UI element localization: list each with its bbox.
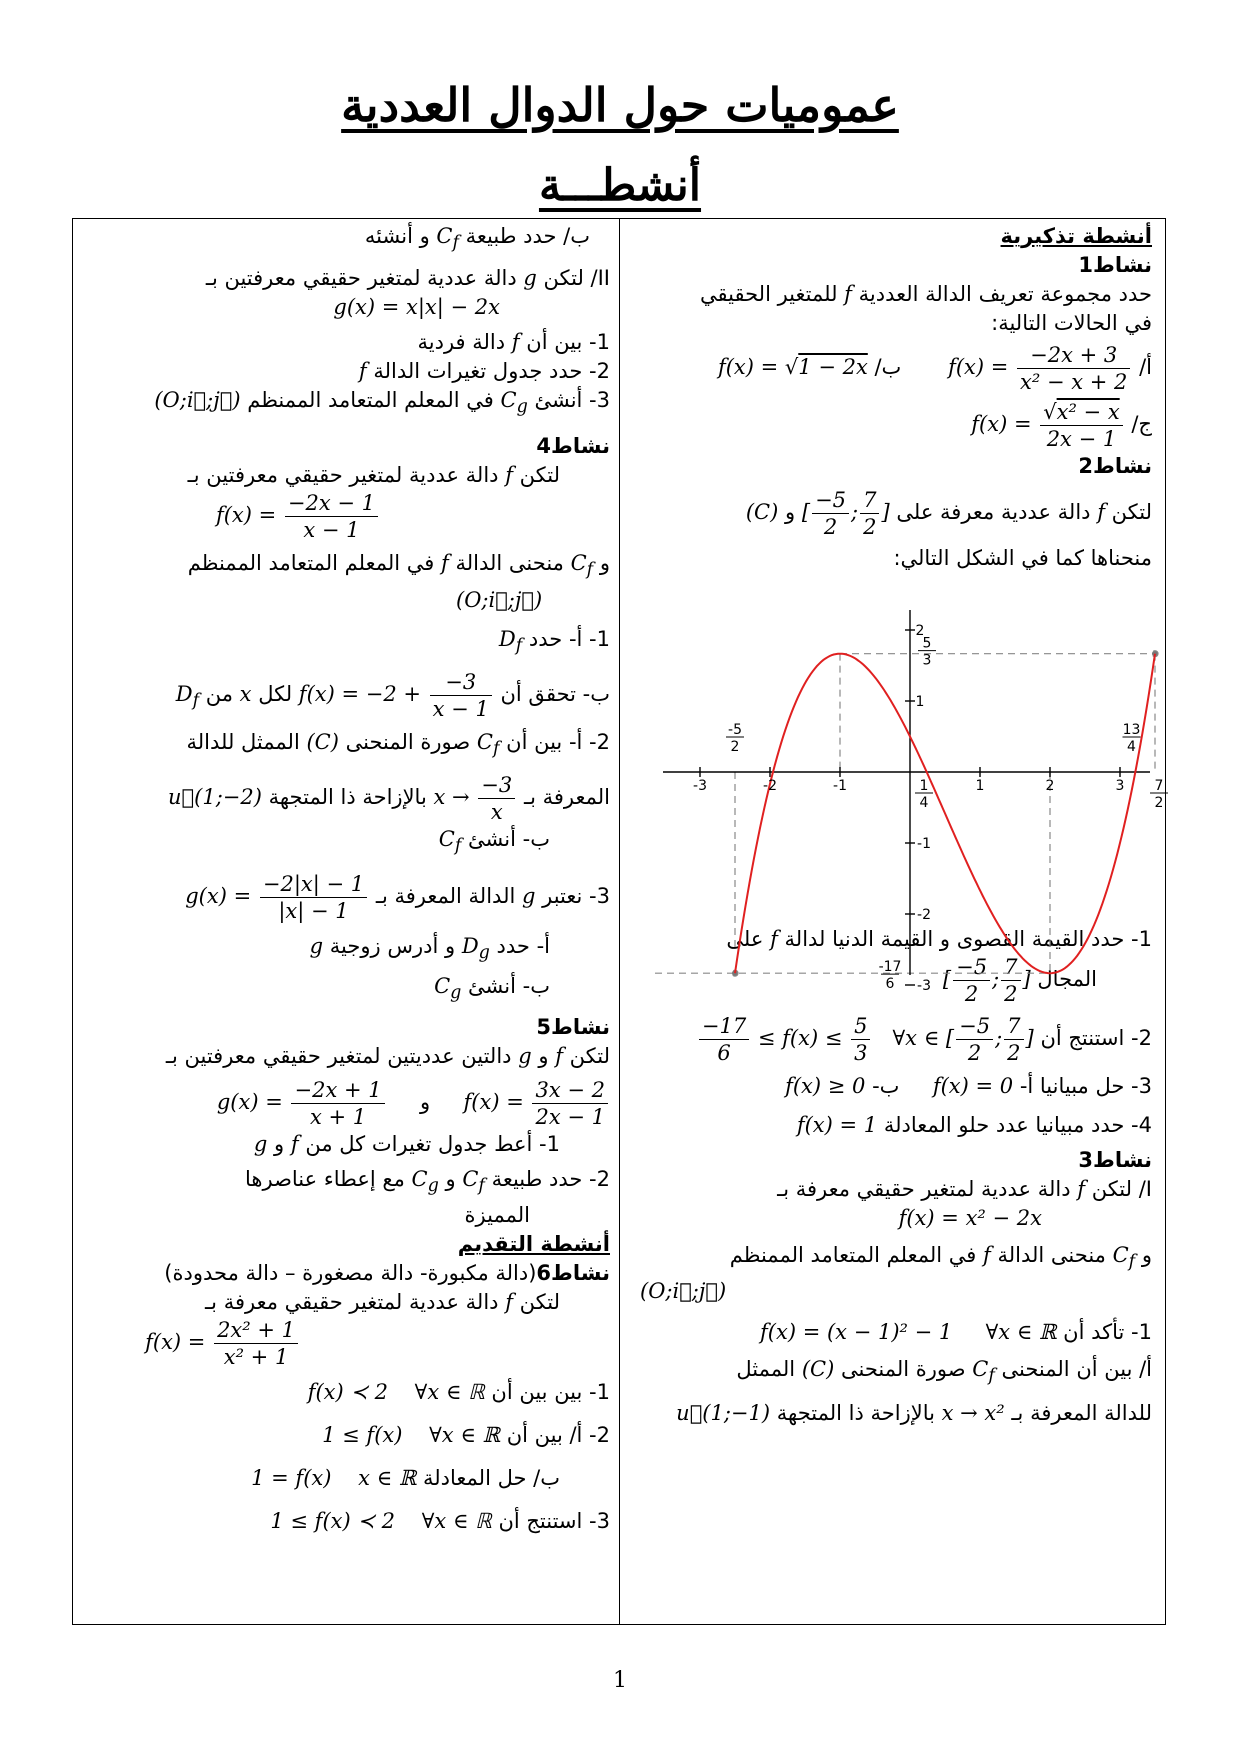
label-5-3: 5 [922, 635, 932, 652]
activity-2-q2: 2- استنتج أن $\frac{-17}{6}$ ≤ f(x) ≤ $\frac{5}{3}$ ∀x ∈ [ $\frac{-5}{2}$ ; $\frac{7}{2}$ ] [632, 1013, 1152, 1066]
activity-5-heading: نشاط5 [536, 1014, 610, 1039]
activity-1-cases: أ/ f(x) = $\frac{-2x + 3}{\text{x² − x + 2}}$ ب/ f(x) = √1 − 2x [717, 343, 1152, 394]
page-number: 1 [613, 1668, 627, 1693]
reminder-heading: أنشطة تذكيرية [1000, 224, 1152, 248]
page-subtitle: أنشطـــة [538, 160, 702, 211]
activity-5-q2: 2- حدد طبيعة $C_f$ و $C_g$ مع إعطاء عناصرها [245, 1166, 610, 1196]
activity-3-formula: f(x) = x² − 2x [898, 1206, 1042, 1230]
y-tick-label: -3 [917, 978, 931, 994]
part-II-q3: 3- أنشئ $C_g$ في المعلم المتعامد الممنظم (O;i⃗;j⃗) [154, 388, 610, 418]
activity-6-q2b: ب/ حل المعادلة 1 = f(x) x ∈ ℝ [251, 1465, 560, 1490]
graph-guides [655, 651, 1158, 976]
label-13-4: 4 [1127, 739, 1136, 755]
part-II-text: II/ لتكن g دالة عددية لمتغير حقيقي معرفتين بـ [205, 266, 610, 291]
y-tick-label: -2 [917, 907, 931, 923]
activity-2-q1: 1- حدد القيمة القصوى و القيمة الدنيا لدالة f على [726, 927, 1152, 951]
x-tick-label: -3 [693, 778, 707, 794]
activity-1-heading: نشاط1 [1078, 253, 1152, 277]
activity-1-text: حدد مجموعة تعريف الدالة العددية f للمتغير الحقيقي [700, 282, 1152, 306]
activity-3-heading: نشاط3 [1078, 1148, 1152, 1172]
label-minus-5-2: 2 [730, 739, 740, 755]
activity-1-case-c: ج/ f(x) = $\frac{\text{√x² − x}}{2x - 1}$ [971, 400, 1152, 451]
activity-4-q3a: أ- حدد $D_g$ و أدرس زوجية g [309, 934, 550, 964]
label-5-3: 3 [922, 652, 932, 669]
label-1-4: 4 [919, 795, 929, 811]
function-curve [735, 654, 1155, 974]
left-column [84, 222, 610, 1536]
activity-6-heading: نشاط6(دالة مكبورة- دالة مصغورة – دالة محدودة) [164, 1260, 610, 1285]
part-II-formula: g(x) = x|x| − 2x [333, 295, 500, 320]
y-tick-label: -1 [917, 836, 931, 852]
activity-2-heading: نشاط2 [1078, 454, 1152, 478]
activity-3-qa-2: للدالة المعرفة بـ x → x² بالإزاحة ذا المتجهة u⃗(1;−1) [676, 1401, 1152, 1426]
activity-4-text: لتكن f دالة عددية لمتغير حقيقي معرفتين بـ [187, 463, 560, 488]
advance-heading: أنشطة التقديم [457, 1231, 610, 1256]
activity-2-text: لتكن f دالة عددية معرفة على [ $\frac{-5}{2}$ ; $\frac{7}{2}$ ] و (C) [745, 488, 1152, 539]
label-1-4: 1 [919, 778, 929, 794]
activity-5-q2-2: المميزة [464, 1202, 530, 1227]
part-b-text: ب/ حدد طبيعة $C_f$ و أنشئه [364, 224, 590, 254]
activity-6-q3: 3- استنتج أن 1 ≤ f(x) ≺ 2 ∀x ∈ ℝ [270, 1508, 610, 1533]
part-II-q1: 1- بين أن f دالة فردية [417, 330, 610, 355]
activity-4-q1: 1- أ- حدد $D_f$ [498, 626, 610, 656]
graph-axes [663, 610, 1150, 985]
activity-2-text-2: منحناها كما في الشكل التالي: [893, 546, 1152, 570]
activity-4-text-2: و $C_f$ منحنى الدالة f في المعلم المتعامد الممنظم [187, 551, 610, 581]
column-divider [619, 218, 620, 1625]
x-tick-label: -1 [833, 778, 847, 794]
activity-4-q1b: ب- تحقق أن f(x) = −2 + $\frac{-3}{x - 1}$ لكل x من $D_f$ [175, 669, 610, 721]
label-13-4: 13 [1122, 722, 1141, 738]
y-tick-label: 2 [915, 623, 925, 639]
activity-2-q1-interval: المجال [ $\frac{-5}{2}$ ; $\frac{7}{2}$ ] [942, 955, 1097, 1006]
activity-2-q4: 4- حدد مبيانيا عدد حلو المعادلة f(x) = 1 [796, 1113, 1152, 1137]
activity-4-formula: f(x) = $\frac{-2x - 1}{x - 1}$ [84, 490, 610, 543]
activity-6-text: لتكن f دالة عددية لمتغير حقيقي معرفة بـ [205, 1289, 560, 1314]
label-minus-17-6: 6 [885, 976, 895, 993]
activity-3-q1: 1- تأكد أن f(x) = (x − 1)² − 1 ∀x ∈ ℝ [760, 1320, 1152, 1345]
label-7-2: 2 [1154, 795, 1164, 811]
activity-6-q1: 1- بين بين أن f(x) ≺ 2 ∀x ∈ ℝ [307, 1379, 610, 1404]
activity-6-formula: f(x) = $\frac{\text{2x² + 1}}{\text{x² + 1}}$ [84, 1317, 610, 1370]
activity-4-q3b: ب- أنشئ $C_g$ [434, 974, 550, 1004]
x-tick-label: 3 [1115, 778, 1125, 794]
activity-4-q2: 2- أ- بين أن $C_f$ صورة المنحنى (C) الممثل للدالة [186, 729, 610, 759]
activity-1-text-2: في الحالات التالية: [991, 311, 1152, 335]
activity-4-heading: نشاط4 [536, 434, 610, 459]
label-7-2: 7 [1154, 778, 1164, 794]
label-minus-5-2: -5 [728, 722, 742, 738]
activity-5-text: لتكن f و g دالتين عدديتين لمتغير حقيقي معرفتين بـ [165, 1043, 610, 1068]
activity-4-q3: 3- نعتبر g الدالة المعرفة بـ g(x) = $\frac{-2|x| - 1}{|x| - 1}$ [185, 872, 610, 924]
part-II-q2: 2- حدد جدول تغيرات الدالة f [358, 359, 610, 384]
x-tick-label: 2 [1045, 778, 1055, 794]
activity-3-text-2: و $C_f$ منحنى الدالة f في المعلم المتعامد الممنظم [729, 1243, 1152, 1273]
x-tick-label: 1 [975, 778, 985, 794]
x-tick-label: -2 [763, 778, 777, 794]
y-tick-label: 1 [915, 694, 925, 710]
activity-5-formulas: f(x) = $\frac{3x - 2}{2x - 1}$ و g(x) = $\frac{-2x + 1}{x + 1}$ [84, 1077, 610, 1130]
activity-6-q2: 2- أ/ بين أن 1 ≤ f(x) ∀x ∈ ℝ [322, 1422, 610, 1447]
activity-4-frame: (O;i⃗;j⃗) [456, 587, 543, 612]
label-minus-17-6: -17 [878, 959, 902, 976]
activity-3-frame: (O;i⃗;j⃗) [640, 1279, 727, 1304]
page-title: عموميات حول الدوال العددية [341, 78, 899, 132]
activity-2-q3: 3- حل مبيانيا أ- f(x) = 0 ب- f(x) ≥ 0 [785, 1074, 1152, 1098]
activity-3-qa: أ/ بين أن المنحنى $C_f$ صورة المنحنى (C) الممثل [736, 1357, 1152, 1387]
activity-4-q2-2: المعرفة بـ x → $\frac{-3}{x}$ بالإزاحة ذا المتجهة u⃗(1;−2) [168, 772, 610, 824]
activity-3-text: I/ لتكن f دالة عددية لمتغير حقيقي معرفة بـ [777, 1177, 1152, 1201]
activity-4-q2b: ب- أنشئ $C_f$ [438, 826, 550, 857]
activity-5-q1: 1- أعط جدول تغيرات كل من f و g [253, 1131, 560, 1156]
